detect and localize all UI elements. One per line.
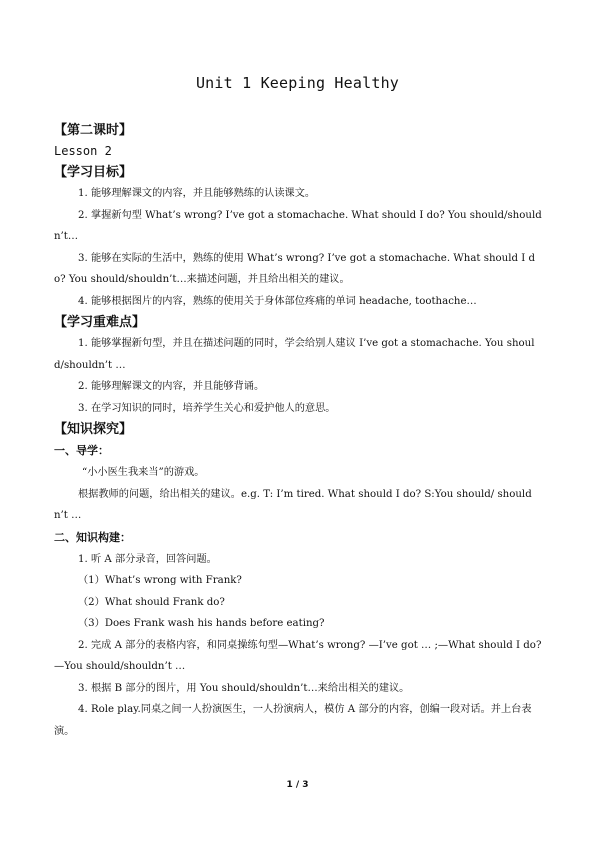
guide-item: 根据教师的问题，给出相关的建议。e.g. T: I’m tired. What should I do? S:You should/ shouldn’t … <box>54 488 532 521</box>
guide-heading: 一、导学： <box>54 444 109 457</box>
key-points-heading: 【学习重难点】 <box>54 315 146 330</box>
construct-question: （1）What’s wrong with Frank? <box>78 575 242 586</box>
construct-heading: 二、知识构建： <box>54 530 131 544</box>
objectives-heading: 【学习目标】 <box>54 165 133 180</box>
objective-item: 3. 能够在实际的生活中，熟练的使用 What’s wrong? I’ve got a stomachache. What should I do? You should/shouldn’t…来描述问题，并且给出相关的建议。 <box>54 252 536 285</box>
page-number: 1 / 3 <box>286 780 309 790</box>
objective-item: 4. 能够根据图片的内容，熟练的使用关于身体部位疼痛的单词 headache, toothache… <box>78 295 477 307</box>
construct-item: 3. 根据 B 部分的图片，用 You should/shouldn’t…来给出相关的建议。 <box>78 682 410 694</box>
key-point-item: 1. 能够掌握新句型，并且在描述问题的同时，学会给别人建议 I’ve got a stomachache. You should/shouldn’t … <box>54 338 535 371</box>
period-heading: 【第二课时】 <box>54 123 133 138</box>
document-title: Unit 1 Keeping Healthy <box>195 74 400 92</box>
key-point-item: 3. 在学习知识的同时，培养学生关心和爱护他人的意思。 <box>78 402 336 414</box>
construct-item: 1. 听 A 部分录音，回答问题。 <box>78 553 217 565</box>
key-point-item: 2. 能够理解课文的内容，并且能够背诵。 <box>78 381 265 392</box>
construct-question: （2）What should Frank do? <box>78 596 225 608</box>
construct-item: 4. Role play.同桌之间一人扮演医生，一人扮演病人，模仿 A 部分的内容，创编一段对话。并上台表演。 <box>54 704 532 737</box>
guide-item: “小小医生我来当”的游戏。 <box>82 467 205 478</box>
objective-item: 1. 能够理解课文的内容，并且能够熟练的认读课文。 <box>78 188 316 199</box>
construct-item: 2. 完成 A 部分的表格内容，和同桌操练句型—What’s wrong? —I’ve got … ;—What should I do? —You should/shouldn’t … <box>54 639 542 672</box>
construct-question: （3）Does Frank wash his hands before eating? <box>78 618 325 629</box>
lesson-label: Lesson 2 <box>54 144 112 158</box>
exploration-heading: 【知识探究】 <box>54 422 133 437</box>
objective-item: 2. 掌握新句型 What’s wrong? I’ve got a stomachache. What should I do? You should/shouldn’t… <box>54 209 542 242</box>
document-body <box>54 120 544 742</box>
